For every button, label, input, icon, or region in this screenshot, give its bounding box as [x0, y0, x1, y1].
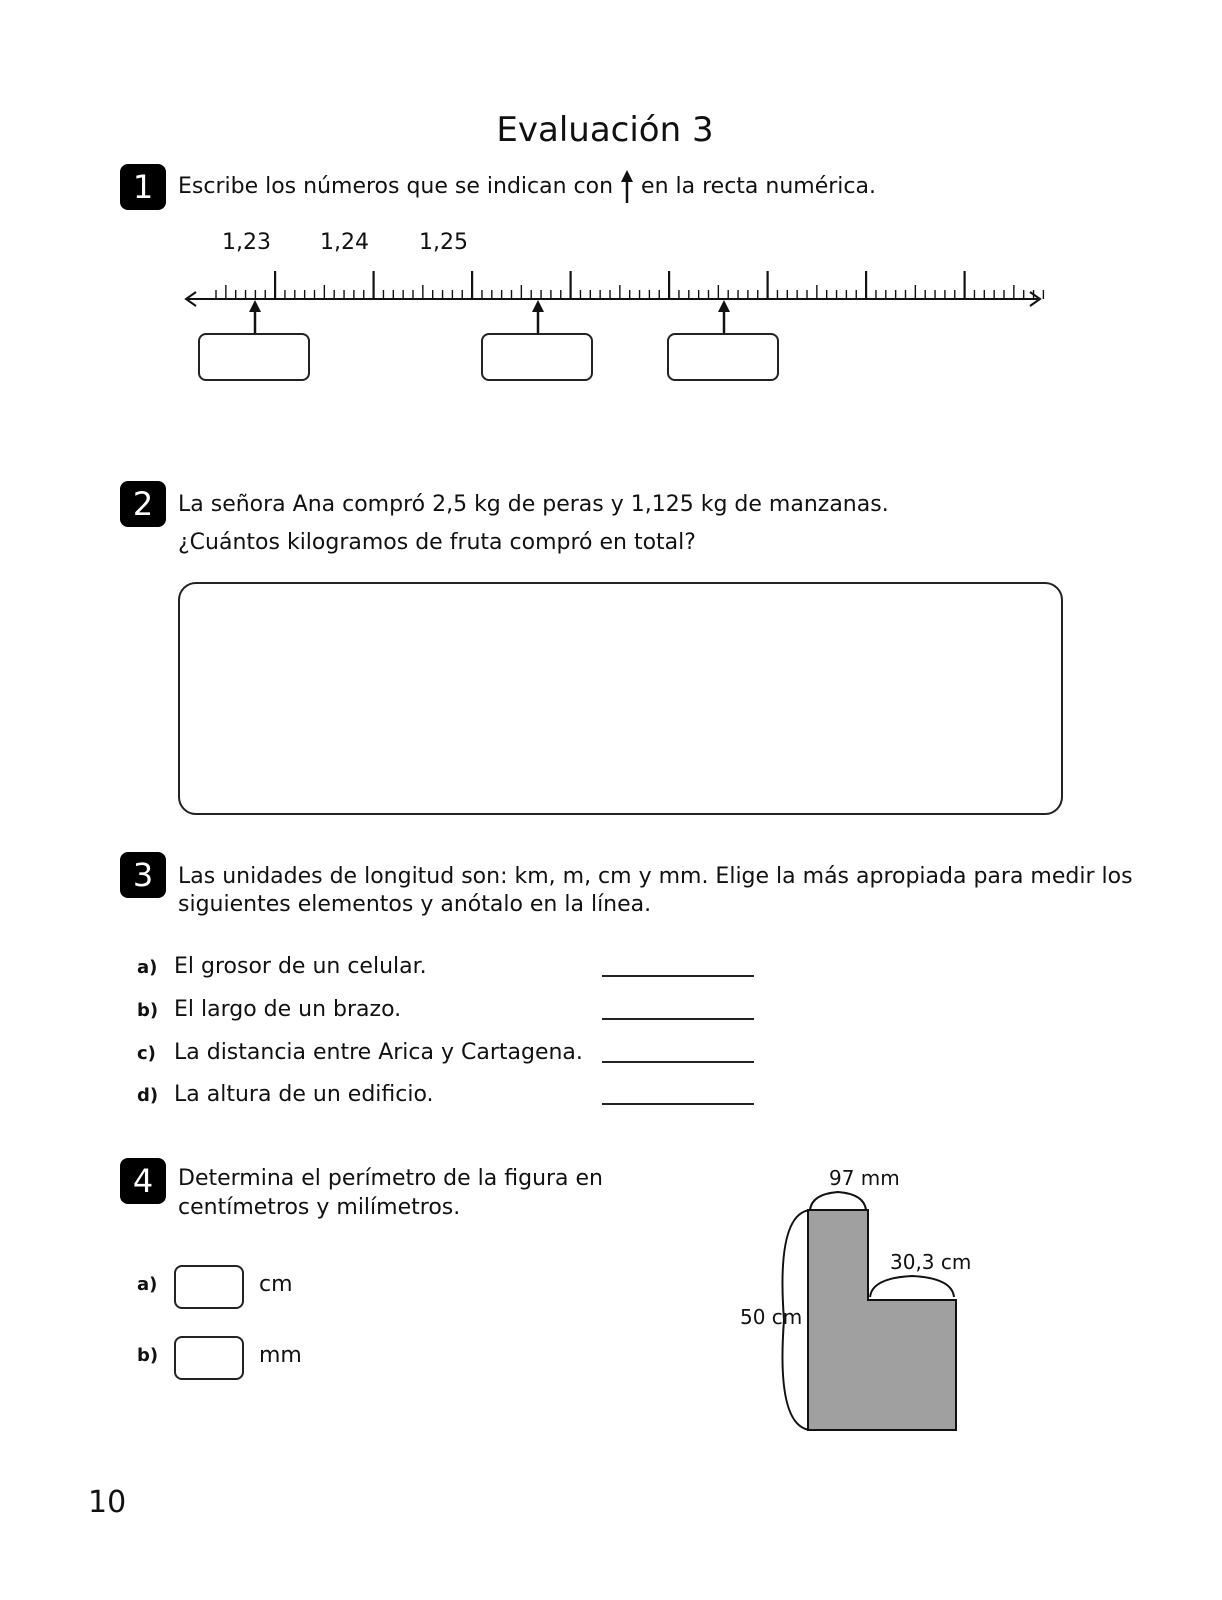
- tick-label-3: 1,25: [419, 230, 468, 255]
- item-b-letter: b): [137, 1000, 159, 1021]
- l-shape-polygon: [808, 1210, 956, 1430]
- tick-label-2: 1,24: [320, 230, 369, 255]
- question-3-number: 3: [120, 852, 166, 898]
- number-line-answer-box-2[interactable]: [481, 333, 593, 381]
- item-c-answer-line[interactable]: [602, 1061, 754, 1063]
- item-b-text: El largo de un brazo.: [174, 997, 402, 1022]
- perimeter-mm-input[interactable]: [174, 1336, 244, 1380]
- question-2-line-1: La señora Ana compró 2,5 kg de peras y 1,125 kg de manzanas.: [178, 492, 889, 517]
- question-4-line-2: centímetros y milímetros.: [178, 1195, 461, 1220]
- question-2-number: 2: [120, 481, 166, 527]
- question-2-line-2: ¿Cuántos kilogramos de fruta compró en total?: [178, 530, 696, 555]
- item-d-letter: d): [137, 1085, 159, 1106]
- up-arrow-icon: [620, 170, 634, 200]
- item-d-answer-line[interactable]: [602, 1103, 754, 1105]
- answer-a-letter: a): [137, 1274, 158, 1295]
- question-4-number: 4: [120, 1158, 166, 1204]
- question-1-prompt: [178, 168, 876, 206]
- figure-top-label: 97 mm: [829, 1166, 900, 1190]
- lower-width-brace: [870, 1276, 954, 1297]
- question-3-line-2: siguientes elementos y anótalo en la línea.: [178, 892, 652, 917]
- perimeter-cm-input[interactable]: [174, 1265, 244, 1309]
- item-c-letter: c): [137, 1043, 156, 1064]
- question-1-text-after: en la recta numérica.: [641, 174, 876, 199]
- item-b-answer-line[interactable]: [602, 1018, 754, 1020]
- item-d-text: La altura de un edificio.: [174, 1082, 434, 1107]
- number-line-answer-box-3[interactable]: [667, 333, 779, 381]
- tick-label-1: 1,23: [222, 230, 271, 255]
- figure-left-label: 50 cm: [740, 1305, 803, 1329]
- item-a-letter: a): [137, 957, 158, 978]
- item-a-answer-line[interactable]: [602, 975, 754, 977]
- pointer-arrow-2-icon: [530, 300, 546, 334]
- question-4-line-1: Determina el perímetro de la figura en: [178, 1166, 604, 1191]
- page-number: 10: [88, 1485, 127, 1520]
- number-line: [180, 262, 1050, 322]
- item-c-text: La distancia entre Arica y Cartagena.: [174, 1040, 583, 1065]
- pointer-arrow-1-icon: [247, 300, 263, 334]
- pointer-arrow-3-icon: [716, 300, 732, 334]
- question-3-line-1: Las unidades de longitud son: km, m, cm y mm. Elige la más apropiada para medir los: [178, 864, 1133, 889]
- question-1-number: 1: [120, 164, 166, 210]
- number-line-answer-box-1[interactable]: [198, 333, 310, 381]
- question-1-text-before: Escribe los números que se indican con: [178, 174, 614, 199]
- item-a-text: El grosor de un celular.: [174, 954, 427, 979]
- top-width-brace: [810, 1192, 866, 1210]
- answer-a-unit: cm: [259, 1272, 293, 1297]
- answer-b-letter: b): [137, 1345, 159, 1366]
- answer-b-unit: mm: [259, 1343, 302, 1368]
- page-title: Evaluación 3: [496, 110, 714, 150]
- question-2-answer-area[interactable]: [178, 582, 1063, 815]
- figure-right-label: 30,3 cm: [890, 1250, 972, 1274]
